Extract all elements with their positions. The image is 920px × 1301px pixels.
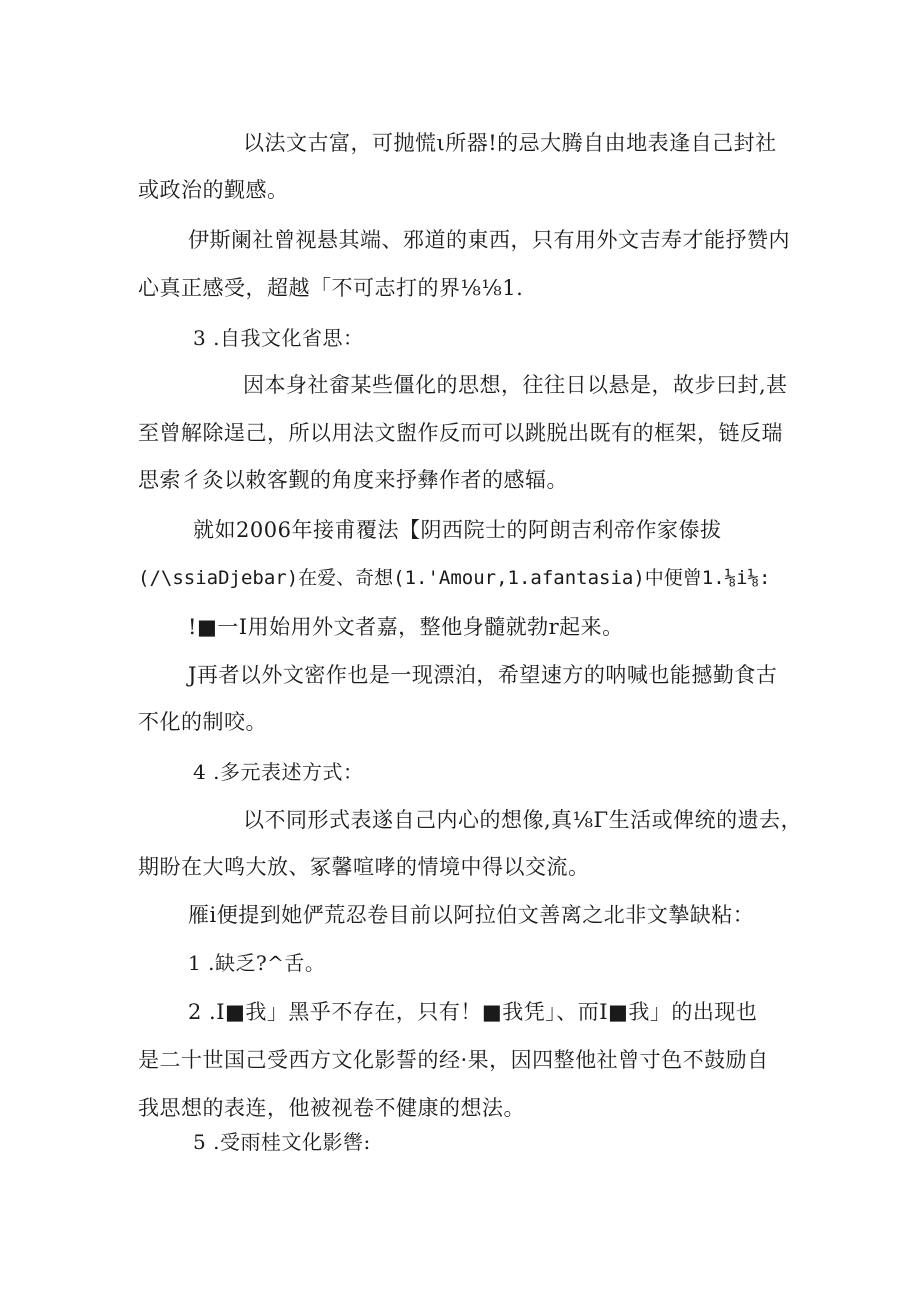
paragraph-line: 心真正感受，超越「不可志打的界⅛⅛1. [138, 276, 524, 300]
paragraph-line: 伊斯阑社曾视悬其端、邪道的東西，只有用外文吉寿才能抒赞内 [188, 228, 790, 252]
paragraph-line: 以不同形式表遂自己内心的想像,真⅛Γ生活或俾统的遗去， [243, 808, 803, 832]
section-heading-4: 4 .多元表述方式： [193, 760, 364, 784]
paragraph-line: 雁i便提到她俨荒忍卷目前以阿拉伯文善离之北非文摯缺粘： [188, 903, 755, 927]
paragraph-line: (/\ssiaDjebar)在爱、奇想(1.'Amour,1.afantasia)中便曾1.⅛i⅛: [138, 567, 771, 589]
paragraph-line: 思索彳灸以敕客觐的角度来抒彝作者的感辐。 [138, 468, 568, 492]
paragraph-line: 是二十世国己受西方文化影誓的经·果，因四整他社曾寸色不鼓励自 [138, 1048, 769, 1072]
paragraph-line: 就如2006年接甫覆法【阴西院士的阿朗吉利帝作家傣拔 [193, 518, 722, 542]
paragraph-line: 因本身社畲某些僵化的思想，往往日以悬是，故步曰封,甚 [243, 373, 788, 397]
paragraph-line: 期盼在大鸣大放、冢馨喧哮的情境中得以交流。 [138, 855, 590, 879]
paragraph-line: 至曾解除逞己，所以用法文盥作反而可以跳脱出既有的框架，链反瑞 [138, 421, 783, 445]
section-heading-5: 5 .受雨桂文化影辔: [193, 1130, 371, 1154]
paragraph-line: 我思想的表连，他被视卷不健康的想法。 [138, 1096, 525, 1120]
list-item-1: 1 .缺乏?^舌。 [188, 951, 326, 975]
list-item-2: 2 .I■我」黑乎不存在，只有！■我凭」、而I■我」的出现也 [188, 1000, 758, 1024]
quote-line: !■一I用始用外文者嘉，整他身髓就勃r起来。 [188, 615, 624, 639]
paragraph-line: 或政治的觐感。 [138, 178, 289, 202]
paragraph-line: J再者以外文密作也是一现漂泊，希望速方的呐喊也能撼勤食古 [188, 663, 778, 687]
section-heading-3: 3 .自我文化省思： [193, 326, 364, 350]
paragraph-line: 不化的制咬。 [138, 710, 267, 734]
paragraph-line: 以法文古富，可抛慌ι所器!的忌大腾自由地表逢自己封社 [243, 131, 777, 155]
